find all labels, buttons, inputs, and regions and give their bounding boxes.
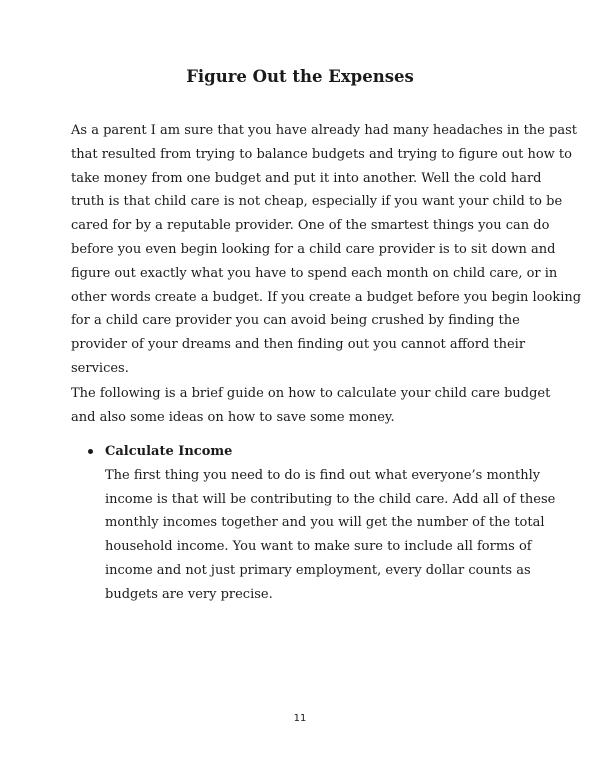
paragraph-line: for a child care provider you can avoid being crushed by finding the <box>71 313 520 329</box>
paragraph-line: that resulted from trying to balance budgets and trying to figure out how to <box>71 146 572 162</box>
paragraph-line: figure out exactly what you have to spend each month on child care, or in <box>71 265 558 281</box>
paragraph-line: and also some ideas on how to save some money. <box>71 409 395 425</box>
paragraph-line: The following is a brief guide on how to calculate your child care budget <box>71 386 551 401</box>
intro-paragraph <box>71 119 582 381</box>
paragraph-line: provider of your dreams and then finding out you cannot afford their <box>71 337 526 353</box>
paragraph-line: truth is that child care is not cheap, especially if you want your child to be <box>71 194 563 210</box>
paragraph-line: cared for by a reputable provider. One of the smartest things you can do <box>71 218 550 234</box>
bullet-body <box>105 464 556 607</box>
paragraph-line: services. <box>71 360 129 376</box>
paragraph-line: before you even begin looking for a child care provider is to sit down and <box>71 241 556 257</box>
list-item <box>71 440 556 607</box>
paragraph-line: take money from one budget and put it into another. Well the cold hard <box>71 170 542 186</box>
bullet-line: budgets are very precise. <box>105 586 273 602</box>
bullet-heading: Calculate Income <box>105 444 233 459</box>
bullet-dot-icon <box>88 449 93 454</box>
paragraph-line: As a parent I am sure that you have already had many headaches in the past <box>71 123 577 138</box>
paragraph-line: other words create a budget. If you create a budget before you begin looking <box>71 289 582 305</box>
bullet-line: monthly incomes together and you will get the number of the total <box>105 515 545 531</box>
page-number: 11 <box>293 713 307 724</box>
bullet-line: household income. You want to make sure to include all forms of <box>105 539 532 555</box>
guide-intro-paragraph <box>71 382 551 430</box>
page-title: Figure Out the Expenses <box>186 67 414 86</box>
bullet-list <box>71 440 556 607</box>
bullet-line: income is that will be contributing to the child care. Add all of these <box>105 491 556 507</box>
bullet-line: The first thing you need to do is find out what everyone’s monthly <box>105 467 541 483</box>
bullet-line: income and not just primary employment, every dollar counts as <box>105 562 531 578</box>
